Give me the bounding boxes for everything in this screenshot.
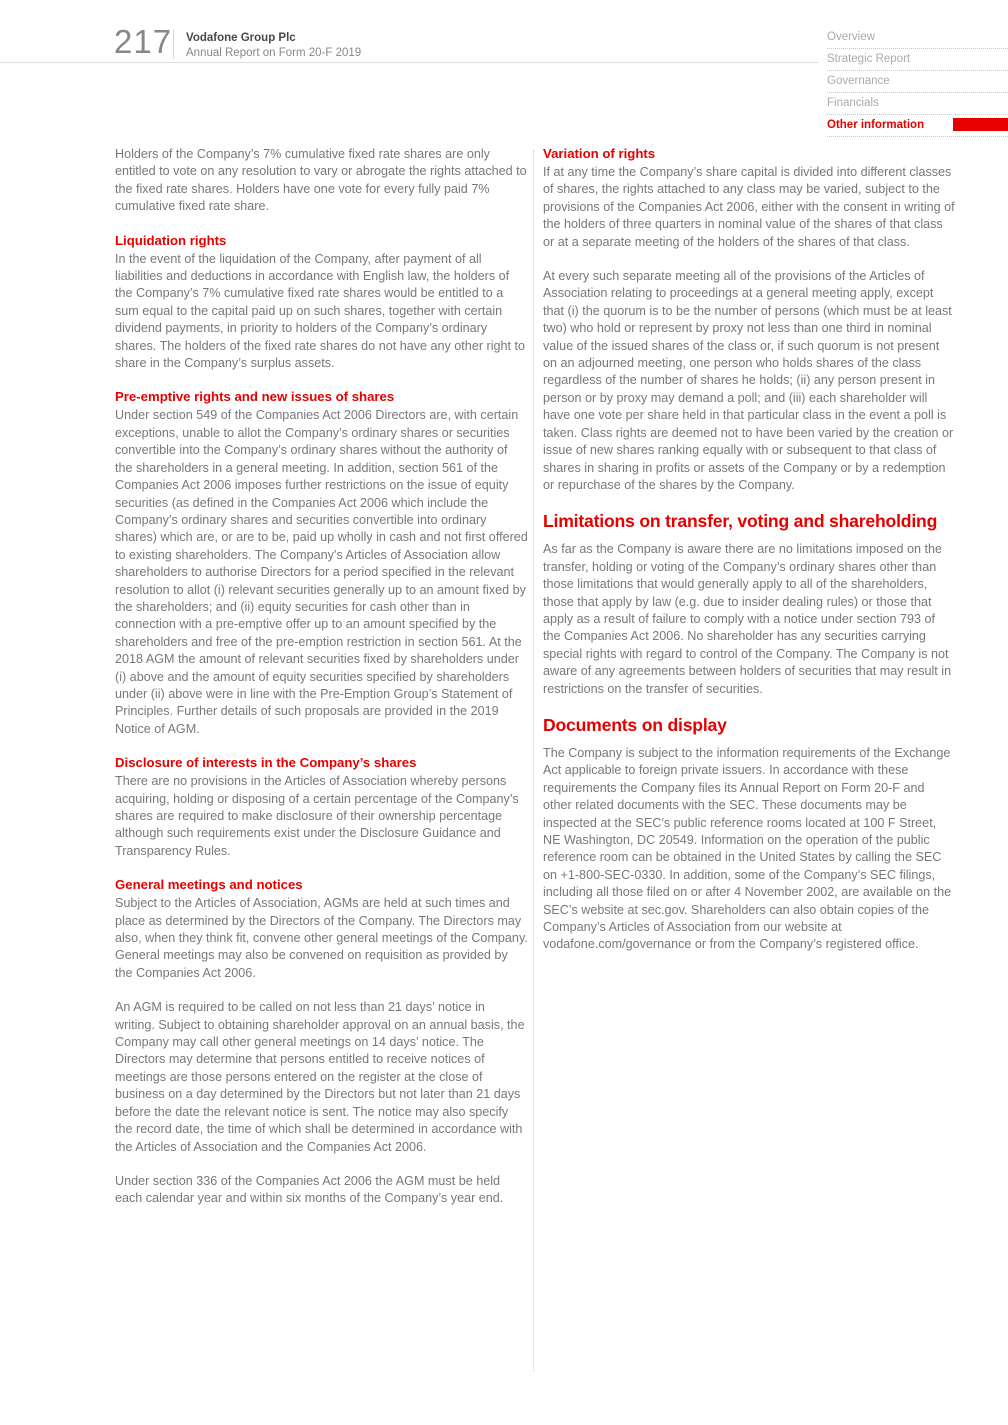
heading-documents-on-display: Documents on display: [543, 714, 727, 735]
section-disclosure-of-interests: [115, 755, 528, 860]
page-number: 217: [114, 23, 173, 60]
report-name: Annual Report on Form 20-F 2019: [186, 47, 362, 59]
section-limitations-on-transfer: [543, 511, 956, 698]
paragraph: Holders of the Company’s 7% cumulative fixed rate shares are only entitled to vote on any resolution to vary or abrogate the rights attached to the fixed rate shares. Holders have one vote for every fully paid 7% cumulative fixed rate share.: [115, 147, 527, 214]
section-documents-on-display: [543, 715, 956, 954]
section-general-meetings: [115, 877, 528, 1208]
paragraph: An AGM is required to be called on not less than 21 days’ notice in writing. Subject to obtaining shareholder approval on an annual basis, the Company may call other general meetings on 14 days’ notice. The Directors may determine that persons entitled to receive notices of meetings are those persons entered on the register at the close of business on a day determined by the Directors but not later than 21 days before the date the relevant notice is sent. The notice may also specify the record date, the time of which shall be determined in accordance with the Articles of Association and the Companies Act 2006.: [115, 1000, 525, 1154]
paragraph: As far as the Company is aware there are no limitations imposed on the transfer, holding or voting of the Company’s ordinary shares other than those limitations that would generally apply to all of the shareholders, those that apply by law (e.g. due to insider dealing rules) or those that apply as a result of failure to comply with a notice under section 793 of the Companies Act 2006. No shareholder has any securities carrying special rights with regard to control of the Company. The Company is not aware of any agreements between holders of securities that may result in restrictions on the transfer of securities.: [543, 542, 952, 696]
nav-item-strategic-report[interactable]: Strategic Report: [827, 49, 1008, 71]
nav-item-governance[interactable]: Governance: [827, 71, 1008, 93]
heading-pre-emptive-rights: Pre-emptive rights and new issues of shares: [115, 389, 395, 405]
heading-disclosure-of-interests: Disclosure of interests in the Company’s shares: [115, 755, 417, 771]
section-liquidation-rights: [115, 233, 528, 373]
heading-liquidation-rights: Liquidation rights: [115, 232, 227, 248]
left-column: [115, 146, 528, 1225]
column-divider: [533, 150, 534, 1372]
header-title: [186, 31, 361, 60]
paragraph: Subject to the Articles of Association, AGMs are held at such times and place as determined by the Directors of the Company. The Directors may also, when they think fit, convene other general meetings of the Company. General meetings may also be convened on requisition as provided by the Companies Act 2006.: [115, 896, 528, 980]
section-nav: [827, 27, 1008, 137]
nav-item-overview[interactable]: Overview: [827, 27, 1008, 49]
heading-variation-of-rights: Variation of rights: [543, 146, 656, 161]
header-rule: [0, 62, 818, 63]
header-divider: [173, 29, 174, 59]
paragraph: Under section 549 of the Companies Act 2006 Directors are, with certain exceptions, unable to allot the Company’s ordinary shares or securities convertible into the Company’s ordinary shares without the authority of the shareholders in a general meeting. In addition, section 561 of the Companies Act 2006 imposes further restrictions on the issue of equity securities (as defined in the Companies Act 2006 which include the Company’s ordinary shares and securities convertible into ordinary shares) which are, or are to be, paid up wholly in cash and not first offered to existing shareholders. The Company’s Articles of Association allow shareholders to authorise Directors for a period specified in the relevant resolution to allot (i) relevant securities generally up to an amount fixed by the shareholders; and (ii) equity securities for cash other than in connection with a pre-emptive offer up to an amount specified by the shareholders and free of the pre-emption restriction in section 561. At the 2018 AGM the amount of relevant securities fixed by shareholders under (i) above and the amount of equity securities specified by shareholders under (ii) above were in line with the Pre-Emption Group’s Statement of Principles. Further details of such proposals are provided in the 2019 Notice of AGM.: [115, 408, 528, 736]
paragraph: The Company is subject to the information requirements of the Exchange Act applicable to foreign private issuers. In accordance with these requirements the Company files its Annual Report on Form 20-F and other related documents with the SEC. These documents may be inspected at the SEC’s public reference rooms located at 100 F Street, NE Washington, DC 20549. Information on the operation of the public reference room can be obtained in the United States by calling the SEC on +1-800-SEC-0330. In addition, some of the Company’s SEC filings, including all those filed on or after 4 November 2002, are available on the SEC’s website at sec.gov. Shareholders can also obtain copies of the Company’s Articles of Association from our website at vodafone.com/governance or from the Company’s registered office.: [543, 745, 952, 952]
paragraph: Under section 336 of the Companies Act 2006 the AGM must be held each calendar year and within six months of the Company’s year end.: [115, 1173, 504, 1206]
company-name: Vodafone Group Plc: [186, 32, 296, 44]
right-column: [543, 146, 956, 971]
paragraph: At every such separate meeting all of the provisions of the Articles of Association relating to proceedings at a general meeting apply, except that (i) the quorum is to be the number of persons (which must be at least two) who hold or represent by proxy not less than one third in nominal value of the issued shares of the class or, if such quorum is not present on an adjourned meeting, one person who holds shares of the class regardless of the number of shares he holds; (ii) any person present in person or by proxy may demand a poll; and (iii) each shareholder will have one vote per share held in that particular class in the event a poll is taken. Class rights are deemed not to have been varied by the creation or issue of new shares ranking equally with or subsequent to that class of shares in sharing in profits or assets of the Company or by a redemption or repurchase of the shares by the Company.: [543, 269, 954, 492]
paragraph: If at any time the Company’s share capital is divided into different classes of shares, the rights attached to any class may be varied, subject to the provisions of the Companies Act 2006, either with the consent in writing of the holders of three quarters in nominal value of the shares of that class or at a separate meeting of the holders of the shares of that class.: [543, 165, 955, 249]
nav-item-label: Other information: [827, 119, 925, 131]
paragraph: In the event of the liquidation of the Company, after payment of all liabilities and deductions in accordance with English law, the holders of the Company’s 7% cumulative fixed rate shares would be entitled to a sum equal to the capital paid up on such shares, together with certain dividend payments, in priority to holders of the Company’s ordinary shares. The holders of the fixed rate shares do not have any other right to share in the Company’s surplus assets.: [115, 251, 526, 371]
paragraph: There are no provisions in the Articles of Association whereby persons acquiring, holding or disposing of a certain percentage of the Company’s shares are required to make disclosure of their ownership percentage although such requirements exist under the Disclosure Guidance and Transparency Rules.: [115, 774, 519, 858]
section-pre-emptive-rights: [115, 389, 528, 738]
section-fixed-rate-shares: [115, 146, 528, 216]
heading-limitations-on-transfer: Limitations on transfer, voting and shareholding: [543, 511, 938, 532]
active-section-marker: [953, 118, 1008, 131]
nav-item-financials[interactable]: Financials: [827, 93, 1008, 115]
section-variation-of-rights: [543, 146, 956, 494]
heading-general-meetings: General meetings and notices: [115, 877, 303, 893]
nav-item-other-information[interactable]: [827, 115, 1008, 137]
